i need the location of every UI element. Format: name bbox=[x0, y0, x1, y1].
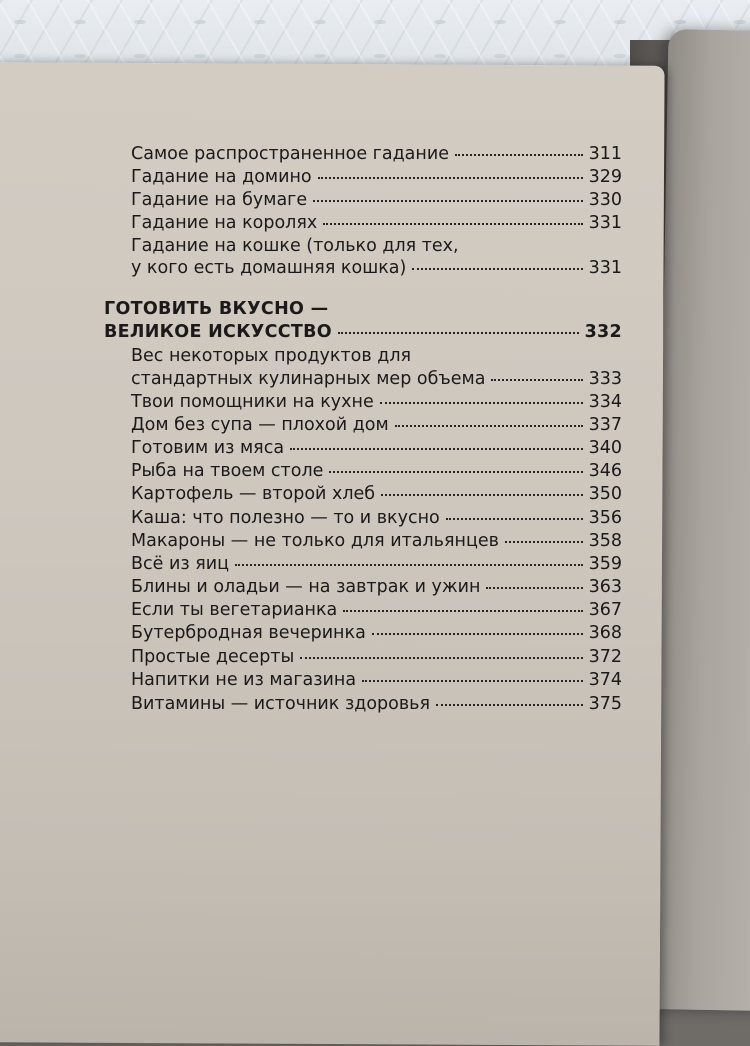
dot-leader bbox=[372, 633, 583, 635]
toc-entry-title: Напитки не из магазина bbox=[131, 670, 357, 690]
section-heading-line1 bbox=[104, 298, 622, 320]
dot-leader bbox=[329, 471, 582, 473]
toc-entry-title: Дом без супа — плохой дом bbox=[131, 415, 389, 435]
toc-entry bbox=[131, 622, 622, 644]
toc-entry bbox=[131, 483, 622, 505]
toc-entry bbox=[131, 143, 622, 165]
toc-entry-title: Блины и оладьи — на завтрак и ужин bbox=[131, 577, 481, 597]
toc-entry bbox=[131, 460, 622, 482]
toc-entry-line1 bbox=[131, 235, 622, 257]
toc-entry-page: 367 bbox=[588, 600, 622, 620]
toc-entry-title: Рыба на твоем столе bbox=[131, 461, 324, 481]
toc-entry-page: 375 bbox=[588, 694, 622, 714]
toc-entry-title: Картофель — второй хлеб bbox=[131, 484, 376, 504]
toc-entry bbox=[131, 257, 622, 279]
toc-entry-page: 334 bbox=[588, 392, 622, 412]
toc-entry-page: 350 bbox=[588, 484, 622, 504]
toc-entry-title: Гадание на кошке (только для тех, bbox=[131, 236, 459, 256]
toc-entry-title: Гадание на королях bbox=[131, 213, 318, 233]
toc-entry bbox=[131, 530, 622, 552]
toc-entry-page: 331 bbox=[588, 213, 622, 233]
toc-entry-title: Всё из яиц bbox=[131, 554, 230, 574]
toc-entry-line1 bbox=[131, 345, 622, 367]
toc-entry-title: Бутербродная вечеринка bbox=[131, 623, 366, 643]
toc-entry-title: Гадание на домино bbox=[131, 167, 312, 187]
toc-entry bbox=[131, 599, 622, 621]
toc-entry-title: Готовим из мяса bbox=[131, 438, 285, 458]
toc-entry-page: 329 bbox=[588, 167, 622, 187]
toc-entry-title: Витамины — источник здоровья bbox=[131, 694, 431, 714]
dot-leader bbox=[395, 425, 583, 427]
dot-leader bbox=[338, 332, 579, 334]
toc-entry-title: Каша: что полезно — то и вкусно bbox=[131, 508, 440, 528]
toc-entry-page: 372 bbox=[588, 647, 622, 667]
toc-entry bbox=[131, 669, 622, 691]
toc-entry-page: 340 bbox=[588, 438, 622, 458]
toc-entry-page: 311 bbox=[588, 144, 622, 164]
toc-entry bbox=[131, 693, 622, 715]
toc-entry-title: Простые десерты bbox=[131, 647, 295, 667]
toc-entry-page: 331 bbox=[588, 258, 622, 278]
section-heading: ВЕЛИКОЕ ИСКУССТВО bbox=[104, 322, 332, 342]
toc-entry-title: Твои помощники на кухне bbox=[131, 392, 374, 412]
toc-entry bbox=[131, 414, 622, 436]
dot-leader bbox=[455, 154, 583, 156]
toc-entry bbox=[131, 391, 622, 413]
dot-leader bbox=[290, 448, 583, 450]
toc-entry bbox=[131, 212, 622, 234]
dot-leader bbox=[491, 379, 582, 381]
toc-entry bbox=[131, 646, 622, 668]
toc-entry-page: 368 bbox=[588, 623, 622, 643]
toc-entry-title: стандартных кулинарных мер объема bbox=[131, 369, 486, 389]
toc-entry bbox=[131, 189, 622, 211]
toc-entry-page: 359 bbox=[588, 554, 622, 574]
dot-leader bbox=[446, 518, 583, 520]
dot-leader bbox=[300, 657, 582, 659]
dot-leader bbox=[381, 494, 583, 496]
section-page: 332 bbox=[584, 322, 622, 342]
toc-entry-page: 363 bbox=[588, 577, 622, 597]
toc-entry-title: Вес некоторых продуктов для bbox=[131, 346, 412, 366]
dot-leader bbox=[436, 704, 583, 706]
toc-entry bbox=[131, 507, 622, 529]
dot-leader bbox=[235, 564, 583, 566]
toc-entry bbox=[131, 553, 622, 575]
section-heading: ГОТОВИТЬ ВКУСНО — bbox=[104, 299, 329, 319]
dot-leader bbox=[323, 223, 582, 225]
dot-leader bbox=[362, 680, 582, 682]
toc-entry bbox=[131, 166, 622, 188]
dot-leader bbox=[505, 541, 583, 543]
toc-entry-page: 358 bbox=[588, 531, 622, 551]
dot-leader bbox=[486, 587, 582, 589]
dot-leader bbox=[343, 610, 582, 612]
toc-entry-title: у кого есть домашняя кошка) bbox=[131, 258, 407, 278]
toc-entry-title: Гадание на бумаге bbox=[131, 190, 308, 210]
dot-leader bbox=[380, 402, 583, 404]
dot-leader bbox=[318, 177, 583, 179]
section-heading-line2 bbox=[104, 321, 622, 343]
toc-entry-title: Если ты вегетарианка bbox=[131, 600, 338, 620]
toc-entry-title: Самое распространенное гадание bbox=[131, 144, 449, 164]
toc-entry-page: 330 bbox=[588, 190, 622, 210]
toc-entry bbox=[131, 368, 622, 390]
toc-entry-page: 337 bbox=[588, 415, 622, 435]
dot-leader bbox=[412, 268, 582, 270]
toc-entry-page: 374 bbox=[588, 670, 622, 690]
toc-entry-page: 333 bbox=[588, 369, 622, 389]
dot-leader bbox=[313, 200, 582, 202]
toc-entry-page: 346 bbox=[588, 461, 622, 481]
toc-entry-page: 356 bbox=[588, 508, 622, 528]
toc-entry bbox=[131, 437, 622, 459]
toc-entry-title: Макароны — не только для итальянцев bbox=[131, 531, 499, 551]
toc-entry bbox=[131, 576, 622, 598]
